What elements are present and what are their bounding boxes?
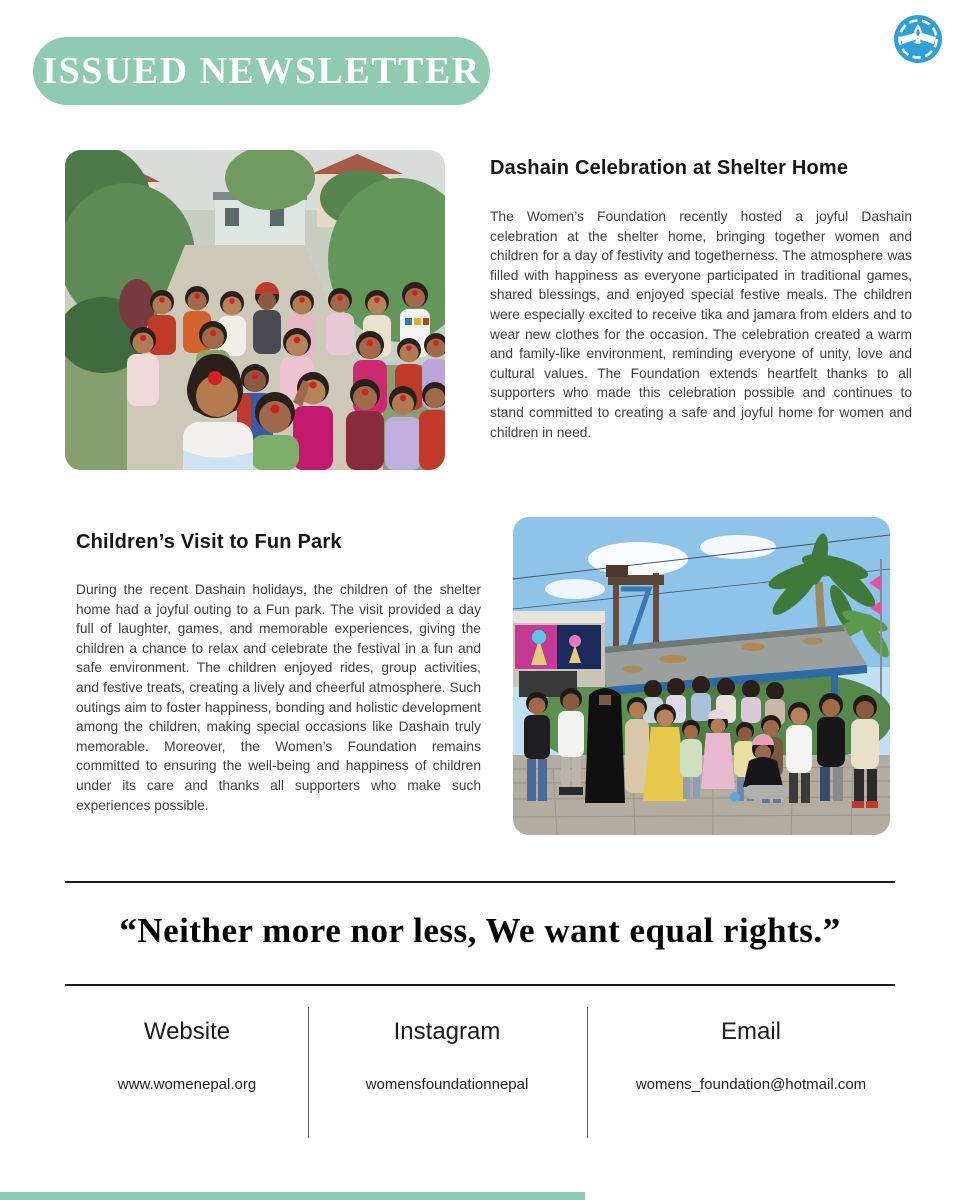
issued-newsletter-label: ISSUED NEWSLETTER xyxy=(42,50,481,92)
instagram-handle[interactable]: womensfoundationnepal xyxy=(365,1076,529,1093)
quote-text: “Neither more nor less, We want equal rights.” xyxy=(119,911,841,950)
email-label: Email xyxy=(720,1018,781,1045)
article-title-fun-park: Children’s Visit to Fun Park xyxy=(76,531,342,553)
foundation-logo-icon xyxy=(893,14,943,64)
instagram-label: Instagram xyxy=(393,1018,501,1045)
dashain-celebration-photo xyxy=(65,150,445,470)
website-url[interactable]: www.womenepal.org xyxy=(117,1076,257,1093)
bottom-accent-bar xyxy=(0,1192,585,1200)
article-title-dashain: Dashain Celebration at Shelter Home xyxy=(490,157,849,179)
article-body-fun-park: During the recent Dashain holidays, the children of the shelter home had a joyful outing to a Fun park. The visit provided a day full of laughter, games, and memorable experiences, giving the children a chance to relax and celebrate the festival in a fun and safe environment. The children enjoyed rides, group activities, and festive treats, creating a lively and cheerful atmosphere. Such outings aim to foster happiness, bonding and holistic development among the children, making special occasions like Dashain truly memorable. Moreover, the Women’s Foundation remains committed to ensuring the well-being and happiness of children under its care and thanks all supporters who make such experiences possible. xyxy=(76,582,481,813)
issued-newsletter-badge xyxy=(33,37,490,105)
website-label: Website xyxy=(143,1018,231,1045)
email-address[interactable]: womens_foundation@hotmail.com xyxy=(635,1076,867,1093)
footer-email-column xyxy=(587,1018,915,1093)
footer-instagram-column xyxy=(307,1018,587,1093)
quote-divider-bottom xyxy=(65,984,895,986)
quote-divider-top xyxy=(65,881,895,883)
footer-website-column xyxy=(47,1018,327,1093)
article-body-dashain: The Women’s Foundation recently hosted a joyful Dashain celebration at the shelter home, bringing together women and children for a day of festivity and togetherness. The atmosphere was filled with happiness as everyone participated in traditional games, shared blessings, and enjoyed special festive meals. The children were especially excited to receive tika and jamara from elders and to wear new clothes for the occasion. The celebration created a warm and family-like environment, reminding everyone of unity, love and cultural values. The Foundation extends heartfelt thanks to all supporters who made this celebration possible and continues to stand committed to creating a safe and joyful home for women and children in need. xyxy=(490,209,912,440)
fun-park-photo xyxy=(513,517,890,835)
